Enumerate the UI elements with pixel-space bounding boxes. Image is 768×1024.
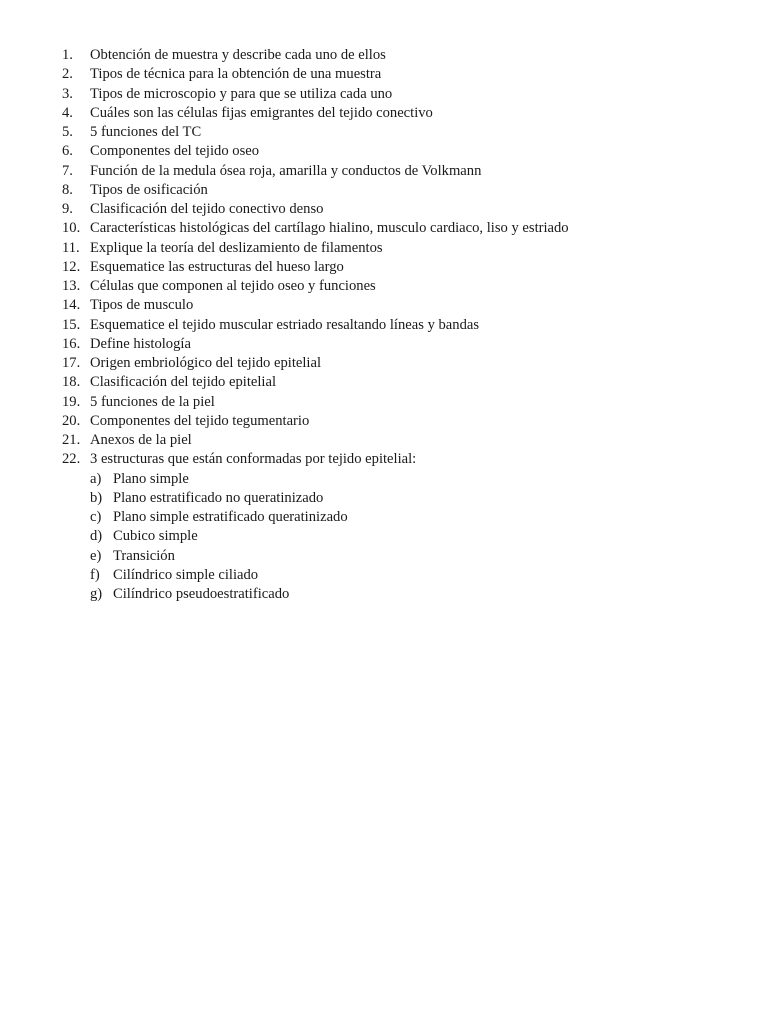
sub-list-item: [62, 489, 569, 508]
item-text: Características histológicas del cartílago hialino, musculo cardiaco, liso y estriado: [90, 220, 569, 237]
list-item: [62, 200, 569, 219]
sub-item-letter: f): [90, 566, 100, 583]
item-number: 4.: [62, 104, 73, 121]
item-number: 20.: [62, 412, 81, 429]
sub-item-letter: b): [90, 489, 103, 506]
sub-item-text: Cubico simple: [113, 528, 198, 545]
item-number: 9.: [62, 201, 73, 217]
item-text: Clasificación del tejido epitelial: [90, 374, 277, 391]
item-text: Clasificación del tejido conectivo denso: [90, 201, 324, 217]
list-item: [62, 142, 569, 161]
item-number: 3.: [62, 85, 73, 102]
item-number: 8.: [62, 181, 73, 198]
item-text: Células que componen al tejido oseo y funciones: [90, 278, 376, 294]
list-item: [62, 393, 569, 412]
list-item: [62, 85, 569, 104]
item-text: Componentes del tejido tegumentario: [90, 412, 310, 429]
item-text: Tipos de osificación: [90, 181, 208, 198]
item-text: Anexos de la piel: [90, 432, 192, 448]
item-text: Tipos de técnica para la obtención de una muestra: [90, 66, 382, 83]
question-list: [62, 46, 569, 604]
item-number: 16.: [62, 335, 81, 352]
list-item: [62, 123, 569, 142]
list-item: [62, 65, 569, 84]
item-text: Origen embriológico del tejido epitelial: [90, 355, 321, 371]
list-item: [62, 373, 569, 392]
sub-item-letter: g): [90, 586, 103, 602]
item-text: 3 estructuras que están conformadas por tejido epitelial:: [90, 451, 417, 468]
item-number: 18.: [62, 374, 81, 391]
list-item: [62, 296, 569, 315]
list-item: [62, 431, 569, 450]
list-item: [62, 450, 569, 469]
item-number: 11.: [62, 239, 80, 256]
sub-list-item: [62, 547, 569, 566]
sub-list-item: [62, 585, 569, 604]
sub-list-container: [62, 470, 569, 605]
list-item: [62, 162, 569, 181]
list-item: [62, 277, 569, 296]
item-text: Tipos de microscopio y para que se utiliza cada uno: [90, 85, 393, 102]
item-number: 5.: [62, 124, 73, 140]
list-item: [62, 335, 569, 354]
item-number: 21.: [62, 432, 81, 448]
sub-item-text: Plano simple estratificado queratinizado: [113, 509, 348, 525]
item-text: Esquematice las estructuras del hueso largo: [90, 258, 344, 275]
sub-list-item: [62, 470, 569, 489]
list-item: [62, 354, 569, 373]
sub-item-text: Cilíndrico simple ciliado: [113, 566, 259, 583]
item-number: 17.: [62, 355, 81, 371]
item-number: 14.: [62, 297, 81, 314]
item-text: Obtención de muestra y describe cada uno de ellos: [90, 47, 386, 63]
sub-item-letter: c): [90, 509, 102, 525]
list-item: [62, 258, 569, 277]
sub-item-letter: e): [90, 547, 102, 564]
sub-item-letter: d): [90, 528, 103, 545]
sub-item-text: Transición: [113, 547, 175, 564]
sub-item-text: Plano simple: [113, 470, 189, 487]
item-number: 1.: [62, 47, 73, 63]
item-text: Define histología: [90, 335, 191, 352]
item-number: 12.: [62, 258, 81, 275]
item-number: 19.: [62, 393, 81, 410]
list-item: [62, 219, 569, 238]
sub-item-text: Plano estratificado no queratinizado: [113, 489, 324, 506]
item-number: 15.: [62, 316, 81, 333]
item-text: Tipos de musculo: [90, 297, 194, 314]
item-text: 5 funciones de la piel: [90, 393, 215, 410]
list-item: [62, 412, 569, 431]
item-number: 10.: [62, 220, 81, 237]
item-text: Cuáles son las células fijas emigrantes del tejido conectivo: [90, 104, 433, 121]
item-text: Explique la teoría del deslizamiento de filamentos: [90, 239, 383, 256]
sub-list: [62, 470, 569, 605]
item-text: Esquematice el tejido muscular estriado resaltando líneas y bandas: [90, 316, 480, 333]
list-item: [62, 46, 569, 65]
list-item: [62, 181, 569, 200]
sub-list-item: [62, 527, 569, 546]
item-number: 2.: [62, 66, 73, 83]
sub-list-item: [62, 508, 569, 527]
list-item: [62, 104, 569, 123]
item-number: 22.: [62, 451, 81, 468]
item-number: 6.: [62, 143, 73, 160]
item-text: Función de la medula ósea roja, amarilla y conductos de Volkmann: [90, 162, 482, 179]
sub-item-letter: a): [90, 470, 102, 487]
sub-item-text: Cilíndrico pseudoestratificado: [113, 586, 290, 602]
item-number: 13.: [62, 278, 81, 294]
list-item: [62, 316, 569, 335]
item-text: Componentes del tejido oseo: [90, 143, 260, 160]
item-text: 5 funciones del TC: [90, 124, 202, 140]
list-item: [62, 239, 569, 258]
item-number: 7.: [62, 162, 73, 179]
sub-list-item: [62, 566, 569, 585]
